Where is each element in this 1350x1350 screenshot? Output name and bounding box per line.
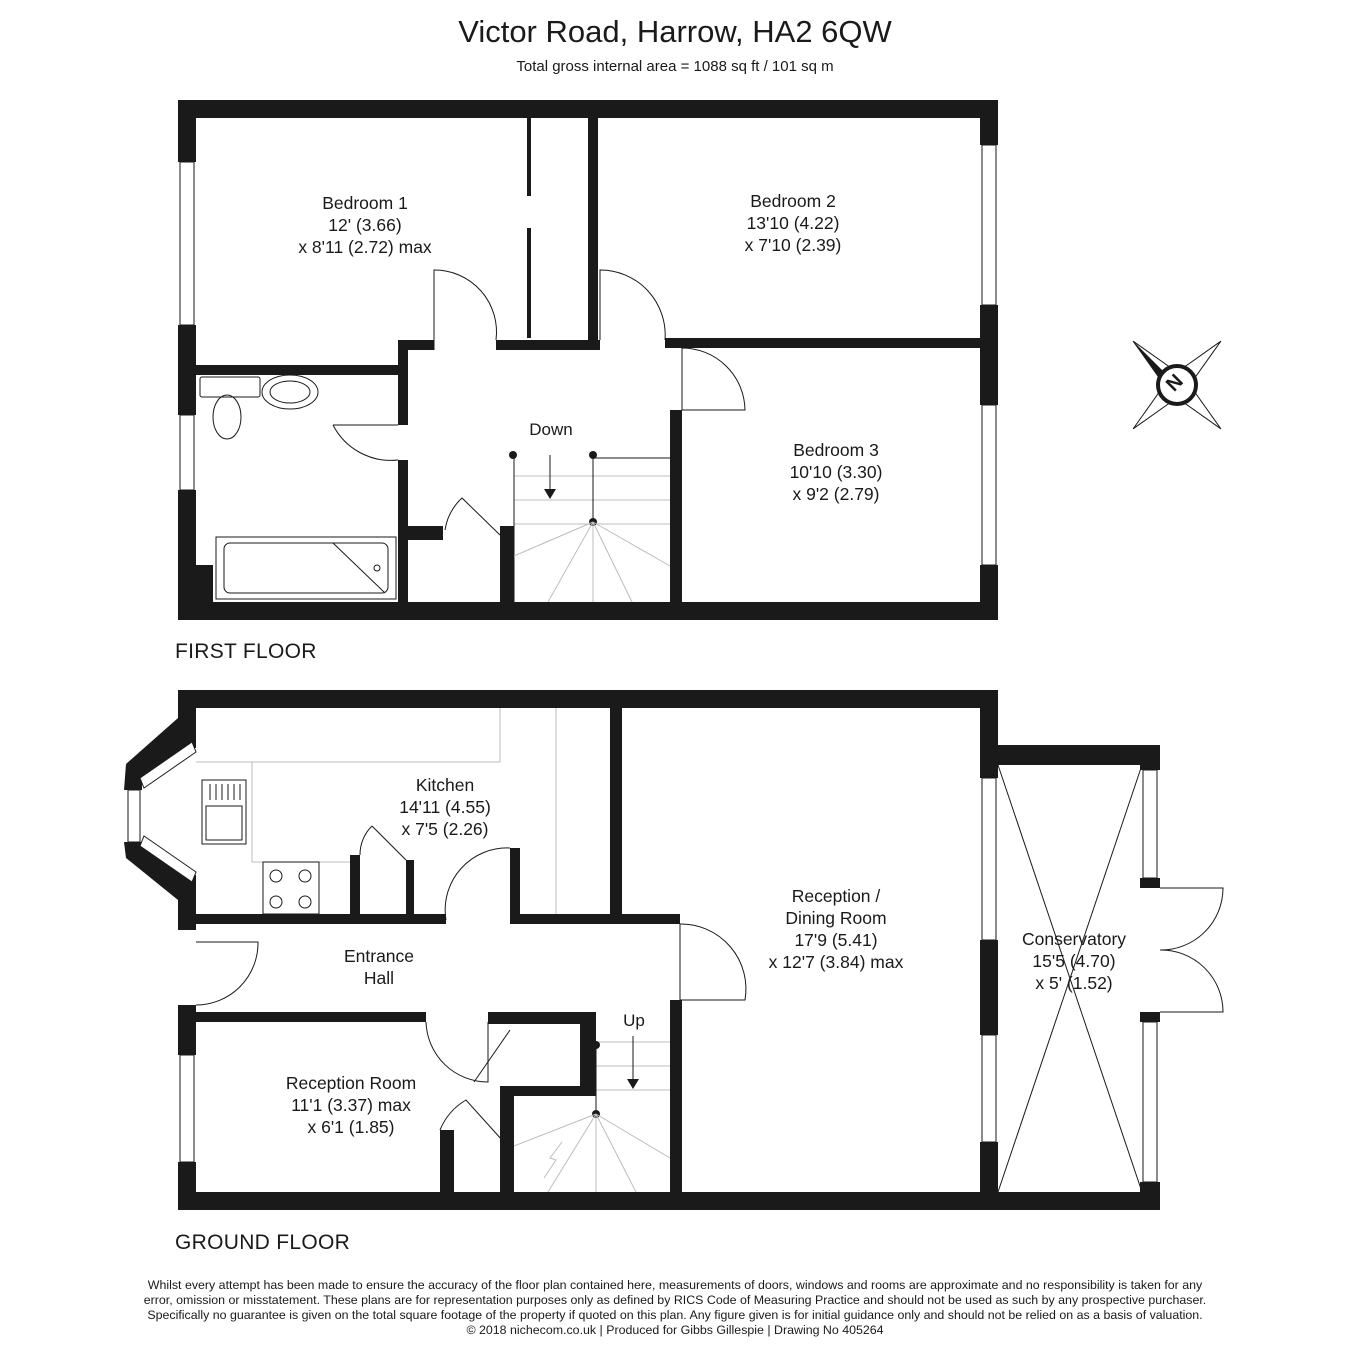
disclaimer-line: Whilst every attempt has been made to ensure the accuracy of the floor plan contained here, measurements of doors, windows and rooms are approximate and no responsibility is taken for any (147, 1278, 1203, 1292)
room-name: Bedroom 1 (322, 193, 408, 213)
room-size-extra: x 8'11 (2.72) max (298, 237, 432, 257)
first-floor-label: FIRST FLOOR (175, 640, 317, 663)
room-name: Reception Room (285, 1073, 417, 1093)
plan-title: Victor Road, Harrow, HA2 6QW (458, 14, 892, 49)
room-size: 15'5 (4.70) (1032, 951, 1116, 971)
room-bedroom-1 (298, 192, 431, 258)
room-name: Bedroom 3 (793, 440, 879, 460)
ground-floor-walls (124, 690, 1160, 1210)
room-conservatory (1022, 928, 1126, 994)
room-reception-dining (769, 885, 904, 973)
room-size: 14'11 (4.55) (399, 797, 491, 817)
disclaimer-line: Specifically no guarantee is given on the total square footage of the property if quoted on this plan. Any figure given is for initial guidance only and should not be relied on as a basis of valuation. (147, 1308, 1203, 1322)
stairs-up-label: Up (623, 1011, 645, 1030)
room-bedroom-3 (790, 439, 883, 505)
room-entrance-hall (344, 945, 414, 989)
kitchen-fixtures (196, 708, 556, 914)
ground-floor-windows (128, 742, 1157, 1182)
first-floor-bathroom-fixtures (200, 375, 396, 599)
ground-floor-label: GROUND FLOOR (175, 1231, 351, 1254)
room-name-cont: Hall (363, 968, 395, 988)
room-size-extra: x 7'10 (2.39) (744, 235, 842, 255)
disclaimer-line: error, omission or misstatement. These plans are for representation purposes only as defined by RICS Code of Measuring Practice and should not be used as such by any prospective purchaser. (143, 1293, 1207, 1307)
room-name-cont: Dining Room (785, 908, 887, 928)
room-name: Reception / (791, 886, 881, 906)
room-name: Entrance (343, 946, 415, 966)
room-size: 12' (3.66) (328, 215, 402, 235)
room-size-extra: x 12'7 (3.84) max (768, 952, 904, 972)
first-floor-walls (178, 100, 998, 620)
room-name: Conservatory (1021, 929, 1127, 949)
room-bedroom-2 (745, 190, 842, 256)
stairs-down-label: Down (529, 420, 573, 439)
room-size-extra: x 6'1 (1.85) (307, 1117, 395, 1137)
room-reception-room (286, 1072, 416, 1138)
compass-letter: N (1161, 370, 1188, 397)
room-size-extra: x 9'2 (2.79) (792, 484, 880, 504)
first-floor-doors (333, 270, 745, 535)
room-size: 17'9 (5.41) (794, 930, 878, 950)
copyright-line: © 2018 nichecom.co.uk | Produced for Gibbs Gillespie | Drawing No 405264 (466, 1323, 884, 1337)
room-name: Kitchen (415, 775, 475, 795)
first-floor-staircase (509, 451, 670, 602)
room-size-extra: x 5' (1.52) (1035, 973, 1113, 993)
room-kitchen (399, 774, 491, 840)
room-size-extra: x 7'5 (2.26) (401, 819, 489, 839)
room-size: 13'10 (4.22) (746, 213, 840, 233)
room-size: 11'1 (3.37) max (291, 1095, 411, 1115)
gross-area: Total gross internal area = 1088 sq ft / 101 sq m (516, 58, 834, 75)
room-name: Bedroom 2 (750, 191, 836, 211)
disclaimer (20, 1278, 1330, 1338)
room-size: 10'10 (3.30) (789, 462, 883, 482)
